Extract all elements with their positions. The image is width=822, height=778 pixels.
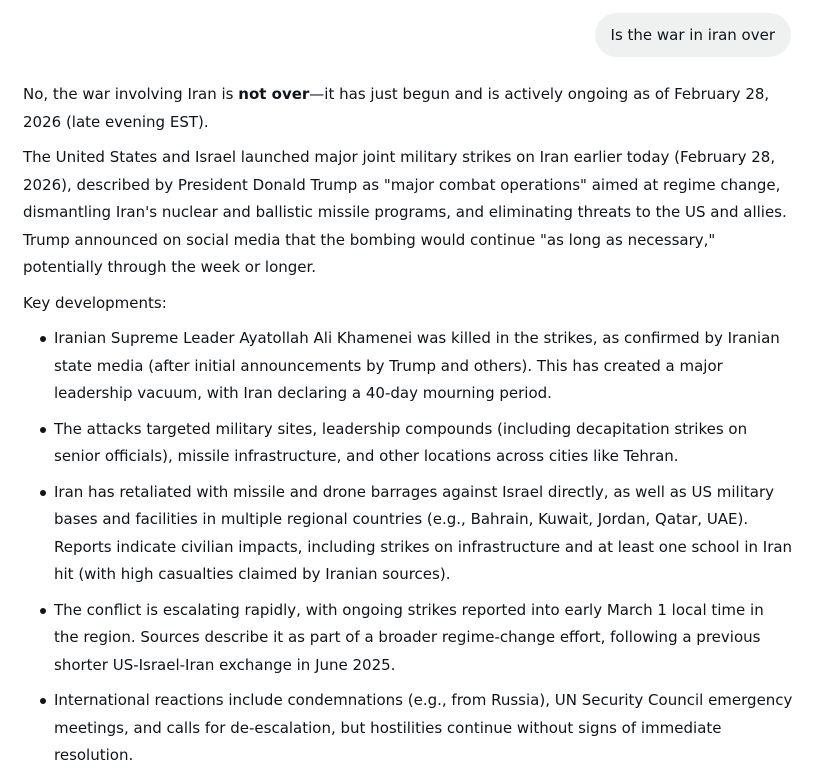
user-message-bubble[interactable]: Is the war in iran over — [595, 13, 791, 57]
list-item — [23, 687, 793, 770]
intro-text-after: —it has just begun and is actively ongoing as of February 28, 2026 (late evening EST). — [23, 85, 770, 131]
list-item-text: Iranian Supreme Leader Ayatollah Ali Khamenei was killed in the strikes, as confirmed by Iranian state media (after initial announcements by Trump and others). This has created a major leadership vacuum, with Iran declaring a 40-day mourning period. — [54, 329, 780, 402]
user-message-row — [595, 13, 791, 57]
response-paragraph: The United States and Israel launched major joint military strikes on Iran earlier today (February 28, 2026), described by President Donald Trump as "major combat operations" aimed at regime change, dismantling Iran's nuclear and ballistic missile programs, and eliminating threats to the US and allies. Trump announced on social media that the bombing would continue "as long as necessary," potentially through the week or longer. — [23, 148, 787, 276]
list-item-text: International reactions include condemnations (e.g., from Russia), UN Security Council emergency meetings, and calls for de-escalation, but hostilities continue without signs of immediate resolution. — [54, 691, 793, 764]
list-item-text: The attacks targeted military sites, leadership compounds (including decapitation strikes on senior officials), missile infrastructure, and other locations across cities like Tehran. — [54, 419, 748, 465]
list-item — [23, 325, 793, 408]
assistant-response — [23, 81, 793, 778]
key-developments-list — [23, 325, 793, 770]
bullet-icon — [40, 698, 46, 704]
key-developments-heading: Key developments: — [23, 293, 167, 312]
intro-bold-text: not over — [238, 85, 310, 103]
bullet-icon — [40, 608, 46, 614]
list-item — [23, 597, 793, 680]
list-item — [23, 416, 793, 471]
bullet-icon — [40, 490, 46, 496]
intro-text-before: No, the war involving Iran is — [23, 85, 239, 103]
list-item — [23, 479, 793, 589]
list-item-text: The conflict is escalating rapidly, with ongoing strikes reported into early March 1 local time in the region. Sources describe it as part of a broader regime-change effort, following a previous shorter US-Israel-Iran exchange in June 2025. — [54, 600, 764, 674]
response-intro — [23, 81, 793, 136]
bullet-icon — [40, 427, 46, 433]
list-item-text: Iran has retaliated with missile and drone barrages against Israel directly, as well as US military bases and facilities in multiple regional countries (e.g., Bahrain, Kuwait, Jordan, Qatar, UAE). Reports indicate civilian impacts, including strikes on infrastructure and at least one school in Iran hit (with high casualties claimed by Iranian sources). — [54, 482, 793, 583]
bullet-icon — [40, 336, 46, 342]
